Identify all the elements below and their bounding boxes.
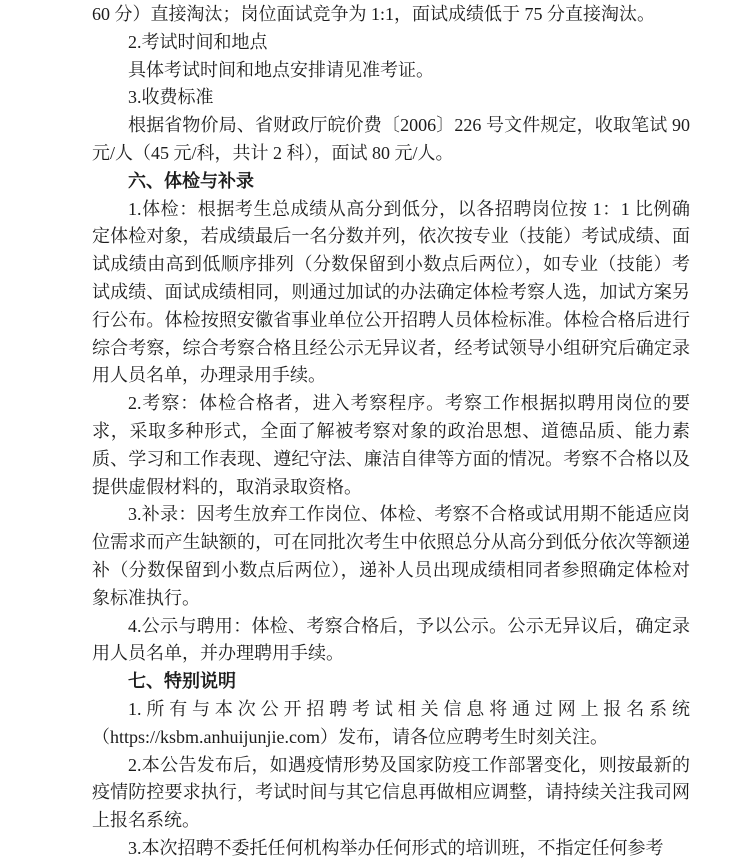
paragraph-special-note-2: 2.本公告发布后，如遇疫情形势及国家防疫工作部署变化，则按最新的疫情防控要求执行，考试时间与其它信息再做相应调整，请持续关注我司网上报名系统。 (92, 754, 690, 831)
paragraph-exam-time-detail: 具体考试时间和地点安排请见准考证。 (128, 59, 434, 80)
section-heading-six: 六、体检与补录 (128, 170, 254, 191)
paragraph-continuation: 60 分）直接淘汰；岗位面试竞争为 1:1，面试成绩低于 75 分直接淘汰。 (92, 4, 655, 24)
paragraph-special-note-3: 3.本次招聘不委托任何机构举办任何形式的培训班，不指定任何参考 (128, 837, 664, 858)
paragraph-fee-item: 3.收费标准 (128, 87, 214, 108)
section-heading-seven: 七、特别说明 (128, 671, 236, 692)
paragraph-inspection: 2.考察：体检合格者，进入考察程序。考察工作根据拟聘用岗位的要求，采取多种形式，全面了解被考察对象的政治思想、道德品质、能力素质、学习和工作表现、遵纪守法、廉洁自律等方面的情况。考察不合格以及提供虚假材料的，取消录取资格。 (92, 393, 690, 497)
paragraph-publicity-employment: 4.公示与聘用：体检、考察合格后，予以公示。公示无异议后，确定录用人员名单，并办理聘用手续。 (92, 615, 690, 664)
paragraph-physical-exam: 1.体检：根据考生总成绩从高分到低分，以各招聘岗位按 1：1 比例确定体检对象，若成绩最后一名分数并列，依次按专业（技能）考试成绩、面试成绩由高到低顺序排列（分数保留到小数点后两位），如专业（技能）考试成绩、面试成绩相同，则通过加试的办法确定体检考察人选，加试方案另行公布。体检按照安徽省事业单位公开招聘人员体检标准。体检合格后进行综合考察，综合考察合格且经公示无异议者，经考试领导小组研究后确定录用人员名单，办理录用手续。 (92, 198, 690, 386)
paragraph-replacement: 3.补录：因考生放弃工作岗位、体检、考察不合格或试用期不能适应岗位需求而产生缺额的，可在同批次考生中依照总分从高分到低分依次等额递补（分数保留到小数点后两位），递补人员出现成绩相同者参照确定体检对象标准执行。 (92, 504, 690, 608)
paragraph-exam-time-item: 2.考试时间和地点 (128, 31, 268, 52)
paragraph-fee-detail: 根据省物价局、省财政厅皖价费〔2006〕226 号文件规定，收取笔试 90 元/人（45 元/科，共计 2 科），面试 80 元/人。 (92, 115, 690, 163)
paragraph-special-note-1: 1.所有与本次公开招聘考试相关信息将通过网上报名系统（https://ksbm.anhuijunjie.com）发布，请各位应聘考生时刻关注。 (92, 698, 690, 747)
